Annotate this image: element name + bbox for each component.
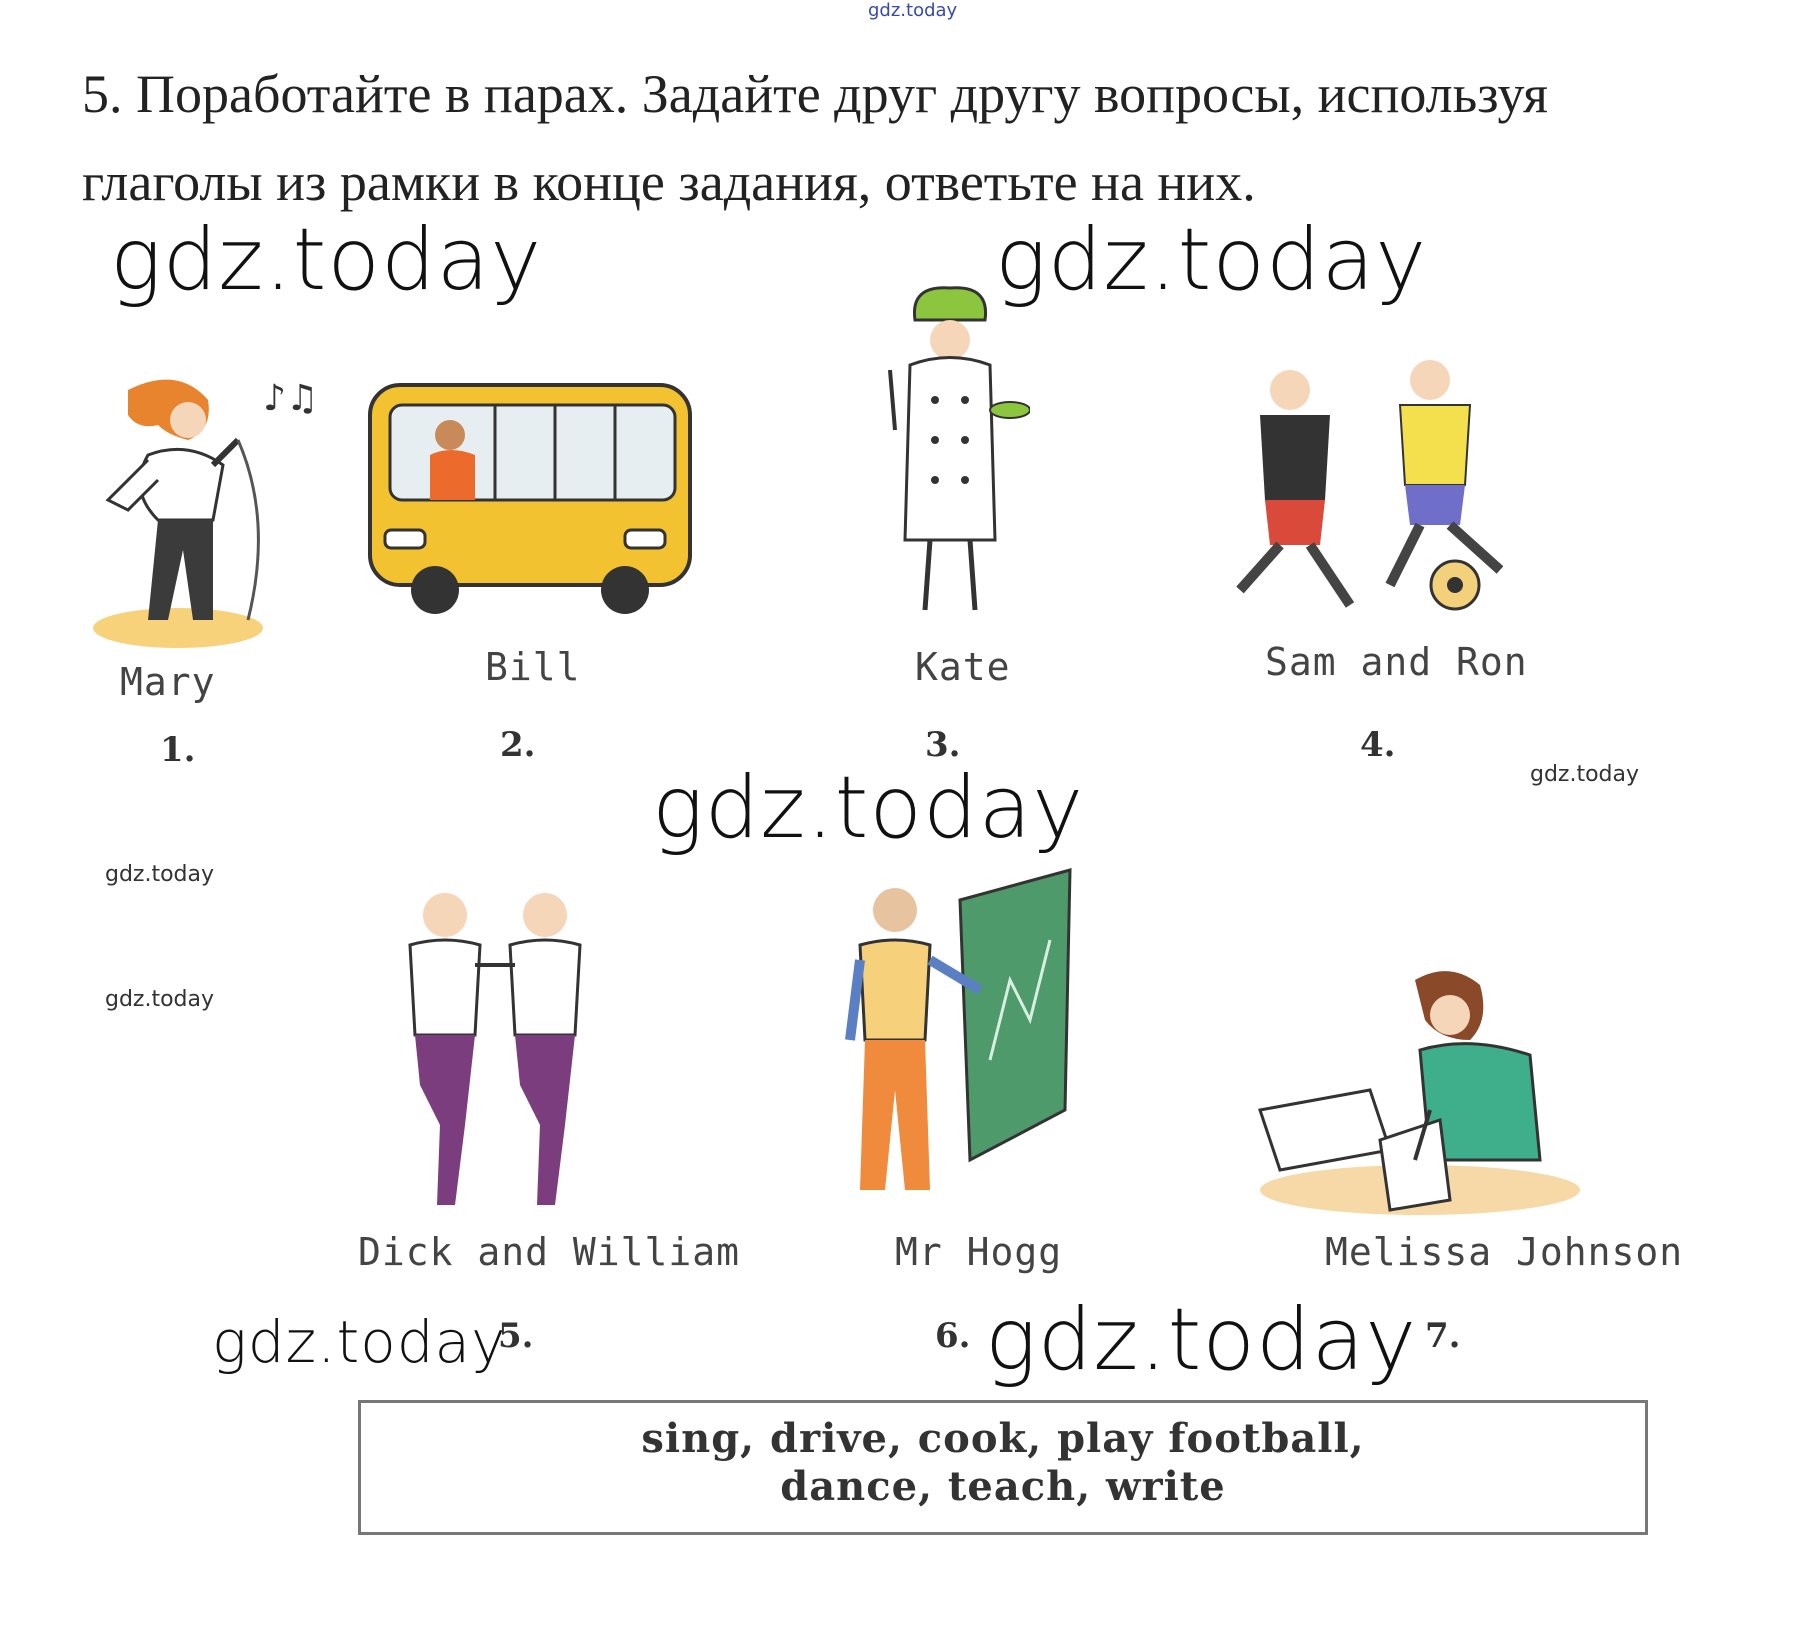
task-line-2: глаголы из рамки в конце задания, ответьте на них. [82,152,1256,212]
task-instruction [82,50,1722,226]
picture-number: 5. [498,1316,534,1356]
watermark-big-3: gdz.today [652,758,1085,858]
writer-icon [1240,960,1580,1220]
watermark-big-5: gdz.today [985,1290,1418,1390]
teacher-icon [830,860,1080,1220]
picture-label: Sam and Ron [1265,640,1528,684]
watermark-big-2: gdz.today [995,210,1428,310]
picture-number: 4. [1360,725,1396,765]
watermark-small-2: gdz.today [105,862,215,887]
picture-label: Mr Hogg [895,1230,1063,1274]
picture-label: Melissa Johnson [1325,1230,1684,1274]
watermark-big-4: gdz.today [212,1308,507,1376]
verb-box-line-2: dance, teach, write [780,1463,1226,1510]
dancers-icon [365,885,625,1225]
picture-number: 2. [500,725,536,765]
task-line-1: 5. Поработайте в парах. Задайте друг другу вопросы, используя [82,64,1548,124]
picture-number: 3. [925,725,961,765]
watermark-big-1: gdz.today [110,210,543,310]
watermark-top: gdz.today [868,0,958,21]
picture-number: 6. [935,1316,971,1356]
watermark-small-3: gdz.today [105,987,215,1012]
football-players-icon [1210,360,1560,630]
bus-icon [365,380,695,620]
picture-label: Mary [120,660,216,704]
picture-label: Dick and William [358,1230,741,1274]
svg-text:♪♫: ♪♫ [263,378,319,419]
picture-number: 1. [160,730,196,770]
verb-box-line-1: sing, drive, cook, play football, [641,1415,1365,1462]
cook-icon [870,280,1030,630]
picture-number: 7. [1425,1316,1461,1356]
verb-box [358,1400,1648,1535]
picture-label: Bill [485,645,581,689]
picture-label: Kate [915,645,1011,689]
watermark-small-1: gdz.today [1530,762,1640,787]
singer-icon [88,370,328,650]
